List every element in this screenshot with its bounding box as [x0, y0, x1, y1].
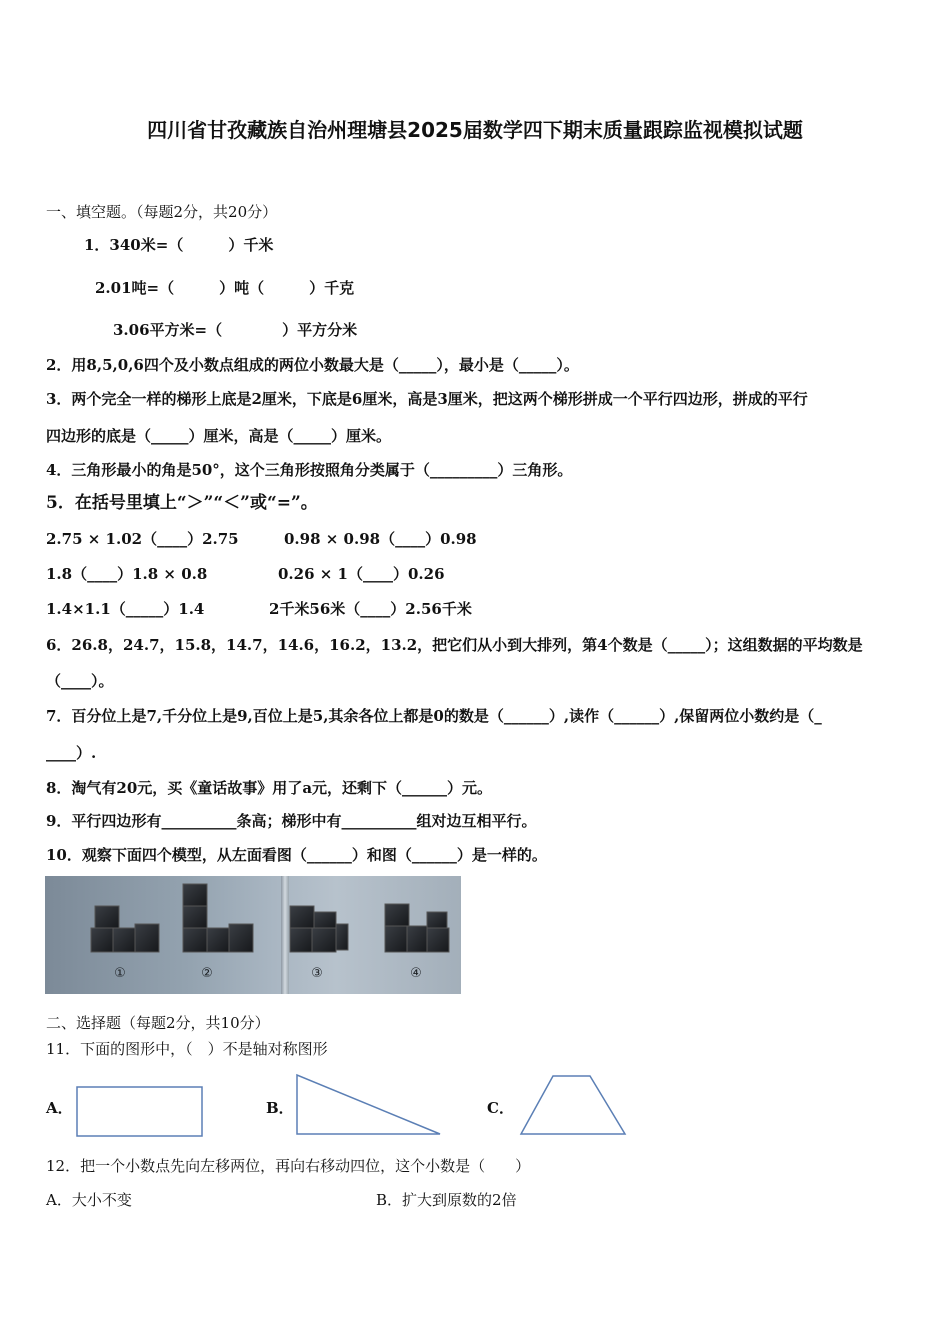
question-6-line-2: （____）。: [46, 672, 114, 690]
figure-label-3: ③: [311, 966, 323, 981]
q11-option-c-label[interactable]: C．: [487, 1099, 514, 1117]
question-4: 4．三角形最小的角是50°，这个三角形按照角分类属于（_________）三角形。: [46, 461, 573, 479]
figure-label-1: ①: [114, 966, 126, 981]
question-6-line-1: 6．26.8，24.7，15.8，14.7，14.6，16.2，13.2，把它们从小到大排列，第4个数是（_____）；这组数据的平均数是: [46, 636, 863, 654]
block-model-3: [290, 906, 348, 952]
q12-option-a[interactable]: A．大小不变: [46, 1191, 132, 1209]
question-11-stem: 11．下面的图形中，（ ）不是轴对称图形: [46, 1040, 328, 1058]
question-12-stem: 12．把一个小数点先向左移两位，再向右移动四位，这个小数是（ ）: [46, 1157, 531, 1175]
trapezoid-shape: [518, 1074, 628, 1136]
block-model-2: [183, 884, 253, 952]
q5-row1-left: 2.75 × 1.02（____）2.75: [46, 530, 239, 548]
q11-option-a-label[interactable]: A．: [46, 1099, 73, 1117]
block-models-photo: [45, 876, 461, 994]
q1-part-b: 2.01吨=（ ）吨（ ）千克: [95, 279, 355, 297]
question-10: 10．观察下面四个模型，从左面看图（______）和图（______）是一样的。: [46, 846, 547, 864]
q1-part-a: 1．340米=（ ）千米: [84, 236, 274, 254]
question-9: 9．平行四边形有__________条高；梯形中有__________组对边互相平行。: [46, 812, 537, 830]
question-3-line-1: 3．两个完全一样的梯形上底是2厘米，下底是6厘米，高是3厘米，把这两个梯形拼成一个平行四边形，拼成的平行: [46, 390, 808, 408]
q5-row1-right: 0.98 × 0.98（____）0.98: [284, 530, 477, 548]
rectangle-shape: [76, 1086, 204, 1138]
question-8: 8．淘气有20元，买《童话故事》用了a元，还剩下（______）元。: [46, 779, 493, 797]
block-model-4: [385, 904, 449, 952]
q1-part-c: 3.06平方米=（ ）平方分米: [113, 321, 358, 339]
right-triangle-shape: [295, 1073, 443, 1137]
q12-option-b[interactable]: B．扩大到原数的2倍: [376, 1191, 517, 1209]
question-2: 2．用8,5,0,6四个及小数点组成的两位小数最大是（_____），最小是（_____）。: [46, 356, 579, 374]
section-2-heading: 二、选择题（每题2分，共10分）: [46, 1014, 270, 1032]
block-model-1: [91, 906, 159, 952]
figure-label-2: ②: [201, 966, 213, 981]
section-1-heading: 一、填空题。（每题2分，共20分）: [46, 203, 278, 221]
question-7-line-1: 7．百分位上是7,千分位上是9,百位上是5,其余各位上都是0的数是（______）,读作（______）,保留两位小数约是（_: [46, 707, 822, 725]
q5-row2-left: 1.8（____）1.8 × 0.8: [46, 565, 208, 583]
question-7-line-2: ____）.: [46, 744, 97, 762]
q5-row2-right: 0.26 × 1（____）0.26: [278, 565, 445, 583]
q5-row3-left: 1.4×1.1（_____）1.4: [46, 600, 205, 618]
q11-option-b-label[interactable]: B．: [266, 1099, 294, 1117]
figure-label-4: ④: [410, 966, 422, 981]
q5-row3-right: 2千米56米（____）2.56千米: [269, 600, 472, 618]
question-3-line-2: 四边形的底是（_____）厘米，高是（_____）厘米。: [46, 427, 392, 445]
page-title: 四川省甘孜藏族自治州理塘县2025届数学四下期末质量跟踪监视模拟试题: [147, 118, 803, 142]
question-5-stem: 5．在括号里填上“＞”“＜”或“=”。: [46, 493, 318, 513]
